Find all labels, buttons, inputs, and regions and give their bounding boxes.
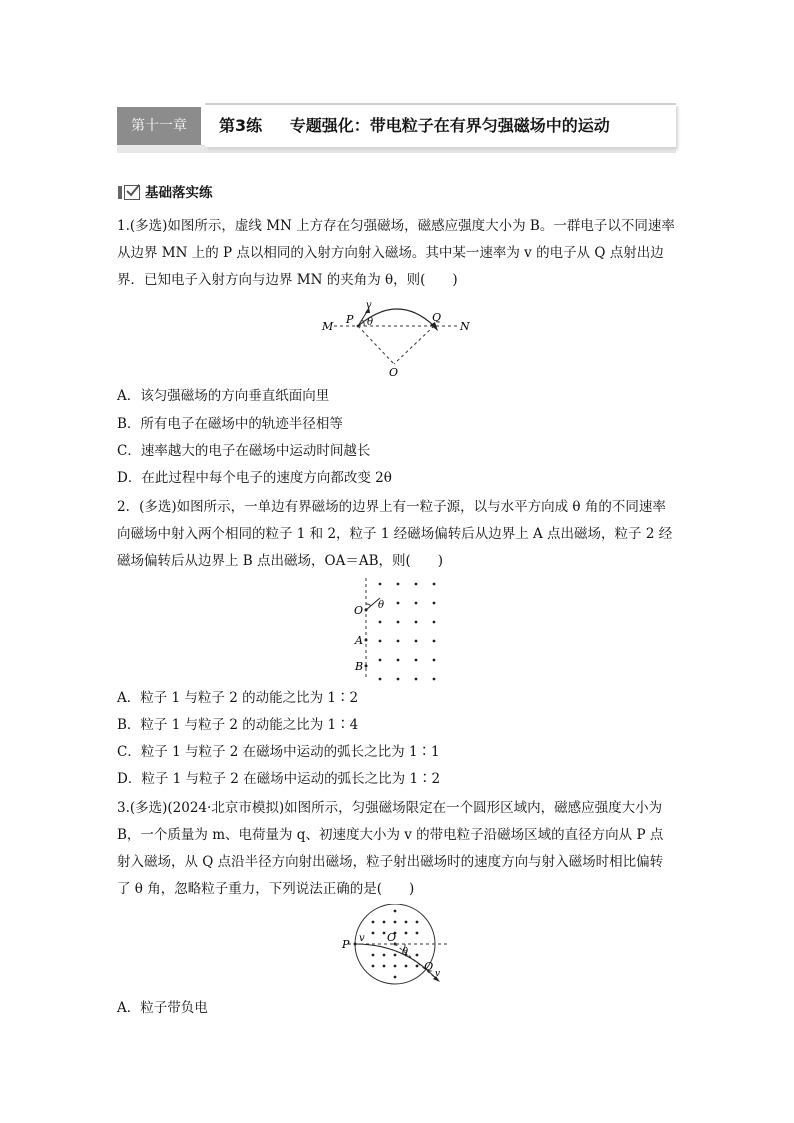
question-2-option[interactable]: B．粒子 1 与粒子 2 的动能之比为 1∶4 <box>117 717 359 733</box>
label-p: P <box>346 313 354 326</box>
label-o: O <box>389 366 399 378</box>
radius-po-line <box>358 326 394 364</box>
angle-arc <box>366 604 371 606</box>
chapter-tab: 第十一章 <box>117 107 201 145</box>
field-dot <box>394 910 397 913</box>
question-3-line: 了 θ 角，忽略粒子重力，下列说法正确的是( ) <box>117 881 415 897</box>
checkbox-icon <box>124 185 140 200</box>
question-1-line: 界．已知电子入射方向与边界 MN 的夹角为 θ，则( ) <box>117 272 458 288</box>
question-3-line: B，一个质量为 m、电荷量为 q、初速度大小为 v 的带电粒子沿磁场区域的直径方向从 P 点 <box>117 827 664 843</box>
field-dot <box>394 921 397 924</box>
field-dot <box>433 602 436 605</box>
lesson-title-box <box>205 103 676 147</box>
field-dot <box>383 965 386 968</box>
point-q <box>433 325 436 328</box>
label-m: M <box>322 320 334 333</box>
field-dot <box>397 621 400 624</box>
field-dot <box>416 932 419 935</box>
field-dot <box>394 965 397 968</box>
field-dot <box>372 932 375 935</box>
radius-qo-line <box>394 326 434 364</box>
question-1-option[interactable]: C．速率越大的电子在磁场中运动时间越长 <box>117 443 371 459</box>
field-dot <box>379 583 382 586</box>
field-dot <box>433 678 436 681</box>
field-dot <box>397 678 400 681</box>
label-q: Q <box>432 311 442 324</box>
field-dot <box>394 954 397 957</box>
label-v-out: v <box>435 969 441 979</box>
question-3-option[interactable]: A．粒子带负电 <box>117 1000 208 1016</box>
field-dot <box>433 621 436 624</box>
label-theta: θ <box>402 947 409 958</box>
magnetic-field-dots <box>379 583 436 681</box>
field-dot <box>415 659 418 662</box>
question-3-line: 射入磁场，从 Q 点沿半径方向射出磁场，粒子射出磁场时的速度方向与射入磁场时相比偏转 <box>117 854 664 870</box>
field-dot <box>383 921 386 924</box>
field-dot <box>372 965 375 968</box>
question-2-option[interactable]: D．粒子 1 与粒子 2 在磁场中运动的弧长之比为 1∶2 <box>117 771 441 787</box>
field-dot <box>405 932 408 935</box>
label-o: O <box>354 604 364 617</box>
field-dot <box>433 659 436 662</box>
question-3-figure <box>338 904 458 990</box>
question-3-line: 3.(多选)(2024·北京市模拟)如图所示，匀强磁场限定在一个圆形区域内，磁感应强度大小为 <box>117 800 663 816</box>
field-dot <box>372 921 375 924</box>
point-o <box>365 609 368 612</box>
field-dot <box>415 678 418 681</box>
section-title: 基础落实练 <box>145 185 213 201</box>
field-dot <box>397 640 400 643</box>
question-1-option[interactable]: B．所有电子在磁场中的轨迹半径相等 <box>117 416 343 432</box>
label-b: B <box>355 660 364 673</box>
label-v: v <box>366 300 372 311</box>
question-1-option[interactable]: A．该匀强磁场的方向垂直纸面向里 <box>117 388 330 404</box>
field-dot <box>405 965 408 968</box>
field-dot <box>415 583 418 586</box>
question-2-line: 2．(多选)如图所示，一单边有界磁场的边界上有一粒子源，以与水平方向成 θ 角的不同速率 <box>117 499 666 515</box>
field-dot <box>415 621 418 624</box>
field-dot <box>383 954 386 957</box>
field-dot <box>383 932 386 935</box>
field-dot <box>394 976 397 979</box>
field-dot <box>433 640 436 643</box>
label-theta: θ <box>367 317 374 328</box>
label-v-in: v <box>359 933 365 944</box>
field-dot <box>405 921 408 924</box>
label-theta: θ <box>378 600 385 611</box>
question-2-stem <box>117 494 679 575</box>
point-a <box>365 639 368 642</box>
section-bar-icon <box>118 186 122 199</box>
lesson-number: 第3练 <box>219 116 263 135</box>
field-dot <box>415 602 418 605</box>
field-dot <box>379 678 382 681</box>
question-3-stem <box>117 795 679 903</box>
field-dot <box>379 659 382 662</box>
label-q: Q <box>424 960 434 973</box>
field-dot <box>416 954 419 957</box>
label-a: A <box>355 634 363 647</box>
question-1-line: 从边界 MN 上的 P 点以相同的入射方向射入磁场。其中某一速率为 v 的电子从 Q 点射出边 <box>117 245 664 261</box>
label-n: N <box>460 320 470 333</box>
chapter-header <box>117 99 676 151</box>
section-heading <box>118 184 213 202</box>
question-1-figure <box>318 298 478 378</box>
point-b <box>365 665 368 668</box>
field-dot <box>416 921 419 924</box>
field-dot <box>433 583 436 586</box>
question-1-stem <box>117 213 679 294</box>
question-1-option[interactable]: D．在此过程中每个电子的速度方向都改变 2θ <box>117 470 392 486</box>
label-o: O <box>387 931 397 944</box>
lesson-title: 专题强化：带电粒子在有界匀强磁场中的运动 <box>289 116 610 135</box>
field-dot <box>416 965 419 968</box>
field-dot <box>397 659 400 662</box>
question-2-option[interactable]: A．粒子 1 与粒子 2 的动能之比为 1∶2 <box>117 690 359 706</box>
field-dot <box>372 954 375 957</box>
field-dot <box>415 640 418 643</box>
field-dot <box>379 621 382 624</box>
question-2-option[interactable]: C．粒子 1 与粒子 2 在磁场中运动的弧长之比为 1∶1 <box>117 744 440 760</box>
question-2-line: 向磁场中射入两个相同的粒子 1 和 2，粒子 1 经磁场偏转后从边界上 A 点出磁场，粒子 2 经 <box>117 526 673 542</box>
field-dot <box>397 602 400 605</box>
point-p <box>357 325 360 328</box>
field-dot <box>397 583 400 586</box>
question-1-line: 1.(多选)如图所示，虚线 MN 上方存在匀强磁场，磁感应强度大小为 B。一群电子以不同速率 <box>117 218 675 234</box>
point-p <box>354 943 357 946</box>
label-p: P <box>342 938 350 951</box>
field-dot <box>379 640 382 643</box>
question-2-line: 磁场偏转后从边界上 B 点出磁场，OA＝AB，则( ) <box>117 553 444 569</box>
question-2-figure <box>350 576 450 682</box>
